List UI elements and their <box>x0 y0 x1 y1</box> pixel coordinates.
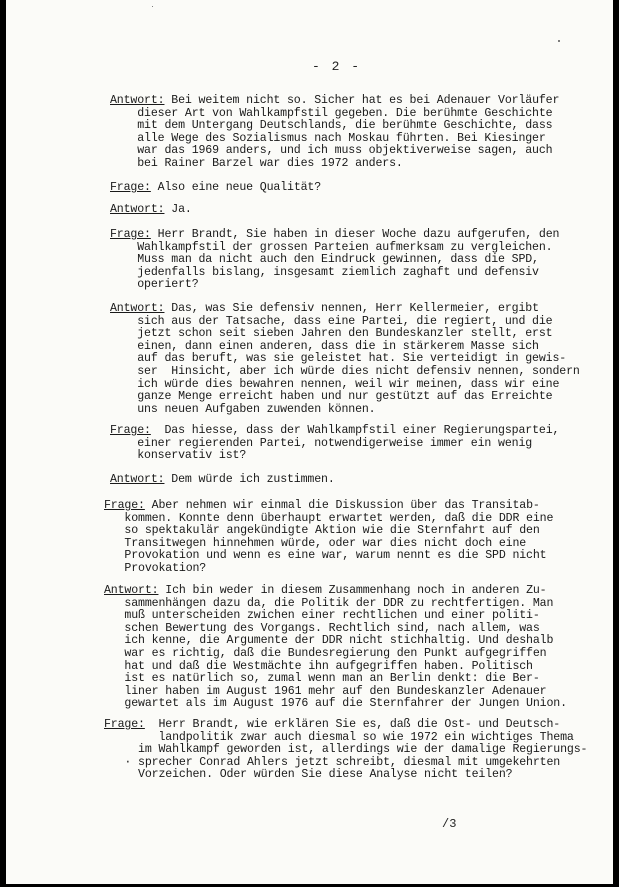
qa-block-antwort <box>104 585 567 711</box>
text-line: ser Hinsicht, aber ich würde dies nicht defensiv nennen, sondern <box>110 364 580 378</box>
text-line: Bei weitem nicht so. Sicher hat es bei Adenauer Vorläufer <box>164 94 560 107</box>
text-line: auf das beruft, was sie geleistet hat. Sie verteidigt in gewis- <box>110 352 567 366</box>
text-line: so spektakulär angekündigte Aktion wie die Sternfahrt auf den <box>104 524 540 538</box>
text-line: Ich bin weder in diesem Zusammenhang noch in anderen Zu- <box>158 584 547 597</box>
text-line: landpolitik zwar auch diesmal so wie 1972 ein wichtiges Thema <box>104 730 574 744</box>
qa-block-frage <box>110 425 559 463</box>
qa-block-frage <box>104 719 587 782</box>
text-line: bei Rainer Barzel war dies 1972 anders. <box>110 156 403 170</box>
text-line: Herr Brandt, wie erklären Sie es, daß die Ost- und Deutsch- <box>144 718 561 731</box>
continuation-marker: /3 <box>442 817 457 831</box>
text-line: ganze Menge erreicht haben und nur gestützt auf das Erreichte <box>110 390 553 404</box>
text-line: Wahlkampfstil der grossen Parteien aufmerksam zu vergleichen. <box>110 240 553 254</box>
text-line: dieser Art von Wahlkampfstil gegeben. Die berühmte Geschichte <box>110 106 553 120</box>
speaker-label: Antwort: <box>104 584 159 597</box>
text-line: Dem würde ich zustimmen. <box>164 473 335 486</box>
scan-speck <box>558 40 560 42</box>
text-line: schen Bewertung des Vorgangs. Rechtlich sind, nach allem, was <box>104 621 540 635</box>
text-line: konservativ ist? <box>110 449 247 463</box>
speaker-label: Antwort: <box>110 203 165 216</box>
text-line: sammenhängen dazu da, die Politik der DDR zu rechtfertigen. Man <box>104 596 554 610</box>
qa-block-frage <box>110 182 321 195</box>
text-line: war es richtig, daß die Bundesregierung den Punkt aufgegriffen <box>104 646 547 660</box>
text-line: ist es natürlich so, zumal wenn man an Berlin denkt: die Ber- <box>104 672 540 686</box>
text-line: Vorzeichen. Oder würden Sie diese Analyse nicht teilen? <box>104 768 513 782</box>
text-line: liner haben im August 1961 mehr auf den Bundeskanzler Adenauer <box>104 684 547 698</box>
text-line: hat und daß die Westmächte ihn aufgegriffen haben. Politisch <box>104 659 533 673</box>
qa-block-frage <box>110 229 559 292</box>
text-line: mit dem Untergang Deutschlands, die berühmte Geschichte, dass <box>110 119 553 133</box>
text-line: Das hiesse, dass der Wahlkampfstil einer Regierungspartei, <box>150 424 560 437</box>
text-line: im Wahlkampf geworden ist, allerdings wie der damalige Regierungs- <box>104 743 588 757</box>
speaker-label: Frage: <box>110 424 151 437</box>
paper-sheet <box>6 0 613 884</box>
qa-block-antwort <box>110 474 335 487</box>
text-line: Also eine neue Qualität? <box>150 181 322 194</box>
speaker-label: Antwort: <box>110 94 165 107</box>
text-line: Provokation? <box>104 561 207 575</box>
text-line: Muss man da nicht auch den Eindruck gewinnen, dass die SPD, <box>110 253 539 267</box>
text-line: ich kenne, die Argumente der DDR nicht stichhaltig. Und deshalb <box>104 634 554 648</box>
qa-block-antwort <box>110 95 559 171</box>
text-line: Provokation und wenn es eine war, warum nennt es die SPD nicht <box>104 549 547 563</box>
text-line: einer regierenden Partei, notwendigerweise immer ein wenig <box>110 436 533 450</box>
speaker-label: Antwort: <box>110 473 165 486</box>
text-line: uns neuen Aufgaben zuwenden können. <box>110 402 376 416</box>
speaker-label: Frage: <box>110 228 151 241</box>
text-line: Ja. <box>164 203 192 216</box>
text-line: Aber nehmen wir einmal die Diskussion über das Transitab- <box>144 499 540 512</box>
speaker-label: Frage: <box>104 718 145 731</box>
speaker-label: Antwort: <box>110 302 165 315</box>
text-line: ich würde dies bewahren nennen, weil wir meinen, dass wir eine <box>110 377 560 391</box>
text-line: alle Wege des Sozialismus nach Moskau führten. Bei Kiesinger <box>110 131 546 145</box>
page-number: - 2 - <box>312 59 362 74</box>
scan-speck <box>152 6 153 7</box>
text-line: Transitwegen hinnehmen würde, oder war dies nicht doch eine <box>104 536 527 550</box>
text-line: gewartet als im August 1976 auf die Sternfahrer der Jungen Union. <box>104 697 567 711</box>
text-line: Herr Brandt, Sie haben in dieser Woche dazu aufgerufen, den <box>150 228 560 241</box>
text-line: war das 1969 anders, und ich muss objektiverweise sagen, auch <box>110 144 553 158</box>
text-line: Das, was Sie defensiv nennen, Herr Kellermeier, ergibt <box>164 302 539 315</box>
speaker-label: Frage: <box>104 499 145 512</box>
speaker-label: Frage: <box>110 181 151 194</box>
qa-block-antwort <box>110 204 192 217</box>
text-line: muß unterscheiden zwichen einer rechtlichen und einer politi- <box>104 609 540 623</box>
qa-block-antwort <box>110 303 580 416</box>
text-line: sich aus der Tatsache, dass eine Partei, die regiert, und die <box>110 314 553 328</box>
text-line: kommen. Konnte denn überhaupt erwartet werden, daß die DDR eine <box>104 511 554 525</box>
text-line: jetzt schon seit sieben Jahren den Bundeskanzler stellt, erst <box>110 327 553 341</box>
text-line: jedenfalls bislang, insgesamt ziemlich zaghaft und defensiv <box>110 265 539 279</box>
text-line: · sprecher Conrad Ahlers jetzt schreibt, diesmal mit umgekehrten <box>104 755 561 769</box>
text-line: einen, dann einen anderen, dass die in stärkerem Masse sich <box>110 339 539 353</box>
qa-block-frage <box>104 500 553 576</box>
text-line: operiert? <box>110 278 199 292</box>
